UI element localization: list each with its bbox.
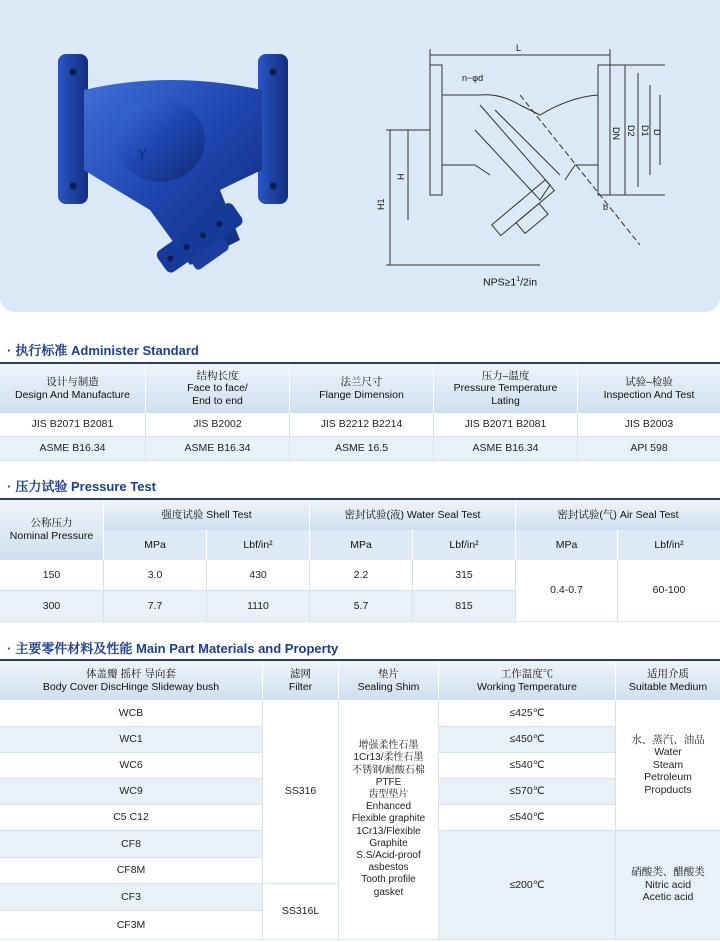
temp-cell: ≤540℃	[439, 805, 616, 831]
shim-line: S.S/Acid-proof	[356, 849, 421, 861]
medium-line: Steam	[652, 758, 684, 771]
section-title-standard	[7, 340, 199, 359]
air-lbf-cell: 60-100	[618, 560, 720, 622]
header-en: Pressure Temperature	[453, 382, 558, 395]
label-D1: D1	[640, 125, 650, 137]
label-H1: H1	[376, 198, 386, 210]
table-cell: JIS B2002	[146, 413, 290, 437]
table-row	[0, 413, 720, 437]
table-cell: 5.7	[310, 591, 413, 622]
table-cell: JIS B2071 B2081	[434, 413, 578, 437]
air-mpa-cell: 0.4-0.7	[516, 560, 618, 622]
table-cell: 3.0	[104, 560, 207, 591]
table-cell: 2.2	[310, 560, 413, 591]
header-en: Body Cover DiscHinge Slideway bush	[42, 680, 220, 693]
materials-table	[0, 661, 720, 940]
table-cell: ASME 16.5	[290, 437, 434, 461]
table-cell: 300	[0, 591, 104, 622]
shim-line: 增强柔性石墨	[358, 740, 419, 752]
header-en: Inspection And Test	[603, 388, 695, 401]
material-cell: C5 C12	[0, 805, 263, 831]
medium-cell-a	[616, 700, 720, 831]
material-cell: CF8M	[0, 858, 263, 884]
header-en: Nominal Pressure	[9, 530, 94, 542]
shim-line: gasket	[373, 886, 404, 898]
table-cell: ASME B16.34	[434, 437, 578, 461]
table-cell: JIS B2212 B2214	[290, 413, 434, 437]
header-cn: 垫片	[378, 667, 399, 680]
section-title-materials	[7, 638, 338, 657]
material-cell: WC6	[0, 753, 263, 779]
header-medium	[616, 661, 720, 700]
table-cell: 7.7	[104, 591, 207, 622]
section-title-pressure	[7, 476, 156, 495]
bullet: ·	[7, 343, 12, 358]
y-strainer-photo	[40, 40, 310, 280]
shim-line: Flexible graphite	[351, 813, 426, 825]
filter-ss316l: SS316L	[263, 884, 339, 940]
nps-text: NPS≥1	[483, 276, 517, 289]
header-filter	[263, 661, 339, 700]
header-flange	[290, 364, 434, 413]
label-b: b	[603, 202, 609, 212]
header-mpa: MPa	[310, 530, 413, 560]
table-cell: 815	[413, 591, 516, 622]
temp-cell: ≤450℃	[439, 727, 616, 753]
header-cn: 设计与制造	[46, 375, 99, 388]
header-en: Design And Manufacture	[15, 388, 130, 401]
header-pressure-temp	[434, 364, 578, 413]
header-lbf: Lbf/in²	[618, 530, 720, 560]
table-cell: ASME B16.34	[146, 437, 290, 461]
header-water-seal: 密封试验(液) Water Seal Test	[310, 500, 516, 530]
nps-sup: 1	[516, 276, 521, 283]
label-DN: DN	[611, 127, 621, 140]
header-lbf: Lbf/in²	[413, 530, 516, 560]
header-lbf: Lbf/in²	[207, 530, 310, 560]
shim-line: Graphite	[369, 837, 408, 849]
material-cell: CF8	[0, 831, 263, 858]
shim-cell	[339, 700, 439, 940]
shim-line: PTFE	[375, 776, 402, 788]
header-nominal	[0, 500, 104, 560]
section-title-cn: 主要零件材料及性能	[15, 641, 133, 656]
medium-line: 硝酸类、醋酸类	[631, 866, 705, 879]
medium-cell-b	[616, 831, 720, 940]
header-cn: 工作温度℃	[500, 667, 554, 680]
header-en2: Lating	[491, 394, 520, 407]
hero-panel	[0, 0, 720, 312]
section-title-en: Main Part Materials and Property	[135, 641, 339, 656]
medium-line: Nitric acid	[644, 878, 692, 891]
shim-line: asbestos	[368, 862, 409, 874]
standard-header-row	[0, 364, 720, 413]
header-mpa: MPa	[516, 530, 618, 560]
header-en: Sealing Shim	[357, 680, 420, 693]
label-L: L	[516, 43, 522, 53]
header-air-seal: 密封试验(气) Air Seal Test	[516, 500, 720, 530]
header-temperature	[439, 661, 616, 700]
section-title-cn: 执行标准	[15, 343, 68, 358]
medium-line: Petroleum	[644, 771, 692, 784]
table-cell: API 598	[578, 437, 720, 461]
medium-line: 水、蒸汽、油品	[631, 733, 705, 746]
header-cn: 公称压力	[30, 517, 73, 530]
nps-tail: /2in	[520, 276, 538, 289]
temp-cell: ≤570℃	[439, 779, 616, 805]
shim-line: 不锈钢/耐酸石棉	[352, 764, 425, 776]
section-title-cn: 压力试验	[15, 479, 68, 494]
header-en: Working Temperature	[477, 680, 577, 693]
header-cn: 压力–温度	[481, 369, 530, 382]
table-cell: 430	[207, 560, 310, 591]
header-shell-test: 强度试验 Shell Test	[104, 500, 310, 530]
header-cn: 适用介质	[647, 667, 689, 680]
table-cell: 1110	[207, 591, 310, 622]
table-cell: 150	[0, 560, 104, 591]
shim-line: 1Cr13/Flexible	[356, 825, 421, 837]
shim-line: Enhanced	[365, 801, 412, 813]
section-title-en: Administer Standard	[70, 343, 199, 358]
dimension-drawing	[376, 35, 680, 295]
table-cell: 315	[413, 560, 516, 591]
label-D2: D2	[626, 125, 636, 137]
header-en2: End to end	[192, 394, 243, 407]
temp-cell: ≤540℃	[439, 753, 616, 779]
filter-ss316: SS316	[263, 700, 339, 884]
material-cell: WC1	[0, 727, 263, 753]
table-cell: JIS B2071 B2081	[0, 413, 146, 437]
label-D: D	[652, 129, 662, 136]
header-mpa: MPa	[104, 530, 207, 560]
medium-line: Acetic acid	[642, 891, 694, 904]
header-inspection	[578, 364, 720, 413]
header-en: Suitable Medium	[628, 680, 708, 693]
header-cn: 法兰尺寸	[340, 375, 383, 388]
shim-line: 1Cr13/柔性石墨	[353, 752, 424, 764]
material-cell: WC9	[0, 779, 263, 805]
temp-cell: ≤200℃	[439, 831, 616, 940]
material-cell: CF3	[0, 884, 263, 911]
header-cn: 结构长度	[196, 369, 239, 382]
label-nd: n−φd	[462, 73, 484, 83]
table-cell: JIS B2003	[578, 413, 720, 437]
bullet: ·	[7, 479, 12, 494]
nps-note	[483, 276, 537, 289]
material-cell: CF3M	[0, 911, 263, 940]
header-cn: 试验–检验	[625, 375, 673, 388]
header-en: Filter	[288, 680, 313, 693]
header-en: Flange Dimension	[319, 388, 404, 401]
temp-cell: ≤425℃	[439, 700, 616, 727]
valve-marking: Y	[138, 148, 147, 164]
header-en: Face to face/	[187, 382, 248, 395]
section-title-en: Pressure Test	[70, 479, 157, 494]
header-face	[146, 364, 290, 413]
header-design	[0, 364, 146, 413]
medium-line: Propducts	[644, 783, 692, 796]
bullet: ·	[7, 641, 12, 656]
medium-line: Water	[654, 746, 682, 759]
label-H: H	[396, 173, 406, 180]
header-cn: 体盖瓣 摇杆 导向套	[86, 667, 176, 680]
shim-line: 齿型垫片	[368, 789, 409, 801]
table-row	[0, 437, 720, 461]
shim-line: Tooth profile	[361, 874, 416, 886]
header-body	[0, 661, 263, 700]
material-cell: WCB	[0, 700, 263, 727]
table-cell: ASME B16.34	[0, 437, 146, 461]
header-shim	[339, 661, 439, 700]
header-cn: 滤网	[290, 667, 311, 680]
